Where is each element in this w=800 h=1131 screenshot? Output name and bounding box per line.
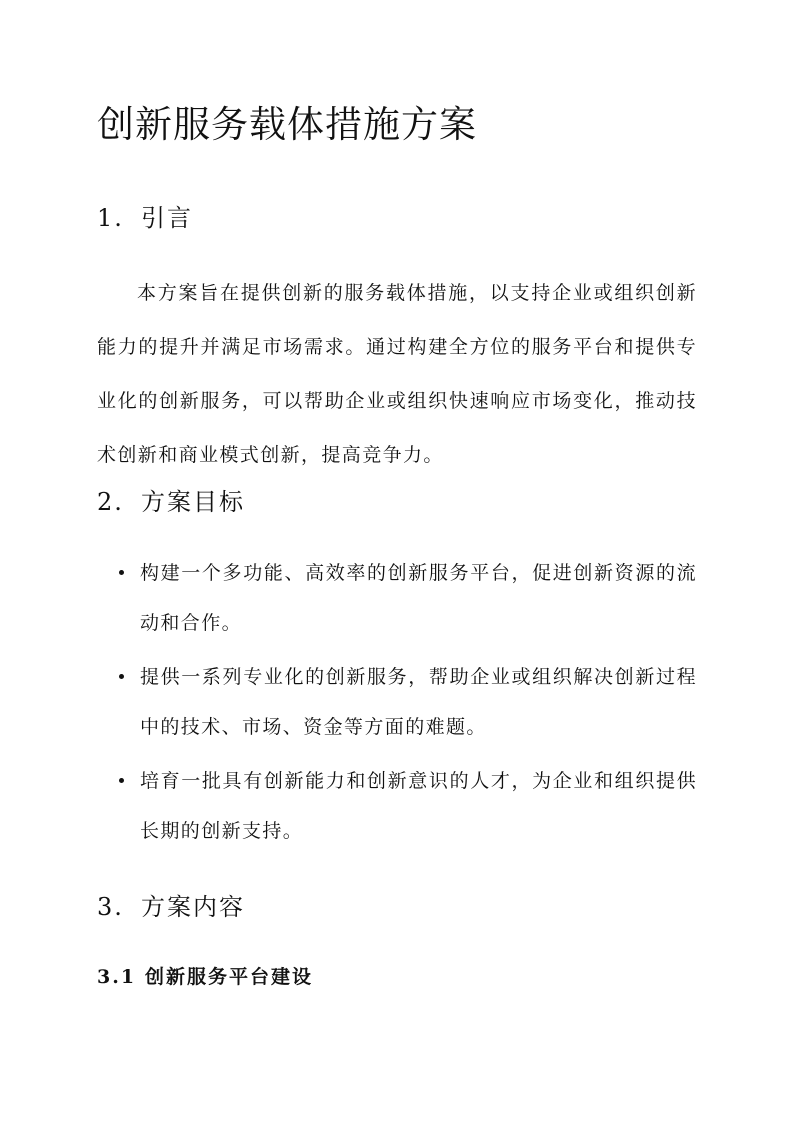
section-number: 1. — [97, 204, 124, 232]
list-item — [97, 652, 697, 752]
subsection-number: 3.1 — [97, 966, 137, 988]
document-title: 创新服务载体措施方案 — [97, 103, 477, 146]
list-item-text: 提供一系列专业化的创新服务，帮助企业或组织解决创新过程中的技术、市场、资金等方面的难题。 — [140, 666, 697, 738]
section-title: 引言 — [141, 204, 193, 232]
bullet-icon — [119, 674, 124, 679]
subsection-title: 创新服务平台建设 — [145, 966, 314, 988]
section-title: 方案目标 — [141, 488, 245, 516]
section-heading-content — [97, 887, 245, 922]
bullet-icon — [119, 778, 124, 783]
section-number: 2. — [97, 488, 124, 516]
list-item — [97, 756, 697, 856]
section-title: 方案内容 — [141, 893, 245, 921]
introduction-paragraph: 本方案旨在提供创新的服务载体措施，以支持企业或组织创新能力的提升并满足市场需求。通过构建全方位的服务平台和提供专业化的创新服务，可以帮助企业或组织快速响应市场变化，推动技术创新和商业模式创新，提高竞争力。 — [97, 282, 697, 466]
section-heading-introduction — [97, 198, 193, 233]
section-heading-goals — [97, 482, 245, 517]
list-item — [97, 548, 697, 648]
subsection-heading — [97, 962, 313, 989]
list-item-text: 培育一批具有创新能力和创新意识的人才，为企业和组织提供长期的创新支持。 — [140, 770, 697, 842]
goal-list — [97, 548, 697, 860]
list-item-text: 构建一个多功能、高效率的创新服务平台，促进创新资源的流动和合作。 — [140, 562, 697, 634]
section-number: 3. — [97, 893, 124, 921]
bullet-icon — [119, 570, 124, 575]
